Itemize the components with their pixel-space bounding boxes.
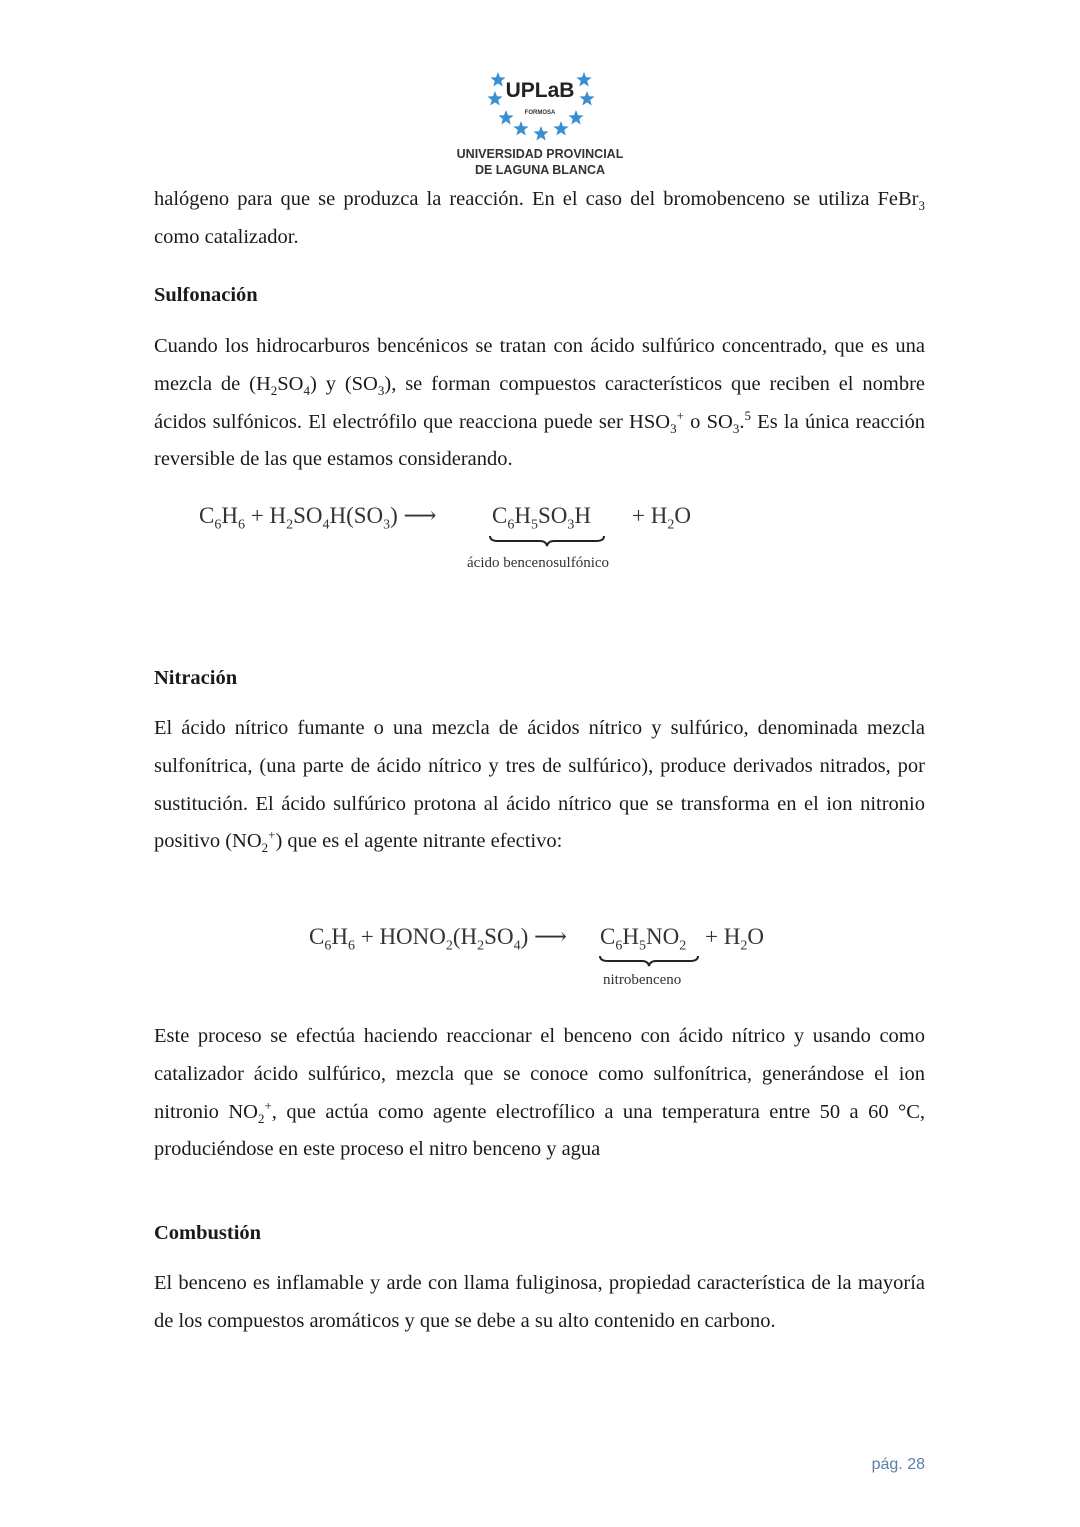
text-run: ), se forman compuestos característicos que reciben el nombre ácidos sulfónicos. El electrófilo que reacciona puede ser HSO bbox=[154, 372, 925, 433]
subscript: 2 bbox=[261, 840, 269, 856]
subscript: 2 bbox=[679, 938, 687, 954]
text-run: ) que es el agente nitrante efectivo: bbox=[275, 830, 563, 853]
star-icon bbox=[568, 110, 583, 125]
text-run: ) ⟶ bbox=[520, 924, 567, 949]
text-run: C bbox=[492, 503, 508, 528]
subscript: 6 bbox=[507, 517, 515, 533]
subscript: 2 bbox=[740, 938, 748, 954]
star-icon bbox=[498, 110, 513, 125]
text-run: ) y (SO bbox=[310, 372, 378, 395]
text-run: (H bbox=[452, 924, 478, 949]
subscript: 6 bbox=[214, 517, 222, 533]
nitracion-paragraph bbox=[154, 710, 925, 861]
star-icon bbox=[553, 121, 568, 136]
text-run: , que actúa como agente electrofílico a una temperatura entre 50 a 60 °C, produciéndose en este proceso el nitro benceno y agua bbox=[154, 1100, 925, 1161]
combustion-paragraph bbox=[154, 1265, 925, 1341]
product-label: ácido bencenosulfónico bbox=[467, 555, 610, 571]
svg-text:UPLaB: UPLaB bbox=[505, 79, 575, 102]
text-run: + H bbox=[705, 924, 741, 949]
text-run: C bbox=[309, 924, 325, 949]
subscript: 3 bbox=[567, 517, 575, 533]
equation-product bbox=[600, 924, 687, 954]
text-run: Este proceso se efectúa haciendo reaccionar el benceno con ácido nítrico y usando como catalizador ácido sulfúrico, mezcla que se conoce como sulfonítrica, generándose el ion nitronio NO bbox=[154, 1025, 925, 1123]
text-run: C bbox=[199, 503, 215, 528]
equation-product bbox=[492, 503, 591, 533]
text-run: Cuando los hidrocarburos bencénicos se tratan con ácido sulfúrico concentrado, que es una mezcla de (H bbox=[154, 335, 925, 395]
subscript: 4 bbox=[322, 517, 330, 533]
subscript: 5 bbox=[530, 517, 538, 533]
text-run: Es la única reacción reversible de las que estamos considerando. bbox=[154, 410, 925, 471]
text-run: C bbox=[600, 924, 616, 949]
subscript: 3 bbox=[732, 420, 740, 436]
subscript: 2 bbox=[270, 382, 278, 398]
text-run: H bbox=[331, 924, 348, 949]
text-run: H bbox=[514, 503, 531, 528]
subscript: 4 bbox=[513, 938, 521, 954]
subscript: 6 bbox=[324, 938, 332, 954]
subscript: 6 bbox=[615, 938, 623, 954]
text-run: El ácido nítrico fumante o una mezcla de ácidos nítrico y sulfúrico, denominada mezcla sulfonítrica, (una parte de ácido nítrico y tres de sulfúrico), produce derivados nitrados, por sustitución. El ácido sulfúrico protona al ácido nítrico que se transforma en el ion nitronio positivo (NO bbox=[154, 717, 925, 853]
star-icon bbox=[579, 91, 594, 106]
equation-reactants bbox=[309, 924, 567, 954]
text-run: halógeno para que se produzca la reacción. En el caso del bromobenceno se utiliza FeBr bbox=[154, 188, 919, 210]
supscript: 5 bbox=[744, 407, 751, 423]
subscript: 3 bbox=[377, 382, 385, 398]
subscript: 2 bbox=[667, 517, 675, 533]
equation-byproduct bbox=[632, 503, 691, 533]
text-run: como catalizador. bbox=[154, 225, 299, 248]
text-run: . bbox=[739, 410, 745, 433]
subscript: 2 bbox=[286, 517, 294, 533]
subscript: 2 bbox=[477, 938, 485, 954]
subscript: 4 bbox=[303, 382, 310, 398]
uplab-logo-icon bbox=[475, 66, 605, 146]
page-number: pág. 28 bbox=[871, 1456, 925, 1473]
text-run: H bbox=[221, 503, 238, 528]
supscript: + bbox=[264, 1097, 272, 1113]
text-run: H bbox=[622, 924, 639, 949]
supscript: + bbox=[676, 407, 684, 423]
text-run: O bbox=[747, 924, 764, 949]
star-icon bbox=[576, 72, 591, 87]
star-icon bbox=[490, 72, 505, 87]
text-run: + H bbox=[244, 503, 287, 528]
subscript: 2 bbox=[257, 1110, 265, 1126]
subscript: 3 bbox=[670, 420, 677, 436]
heading-nitracion: Nitración bbox=[154, 667, 238, 689]
text-run: H(SO bbox=[329, 503, 384, 528]
text-run: + H bbox=[632, 503, 668, 528]
intro-paragraph bbox=[154, 181, 925, 257]
product-label: nitrobenceno bbox=[603, 972, 682, 988]
text-run: El benceno es inflamable y arde con llama fuliginosa, propiedad característica de la mayoría de los compuestos aromáticos y que se debe a su alto contenido en carbono. bbox=[154, 1272, 925, 1332]
text-run: O bbox=[674, 503, 691, 528]
underbrace-icon bbox=[598, 954, 700, 968]
university-name-line2: DE LAGUNA BLANCA bbox=[474, 163, 606, 177]
sulfonacion-paragraph bbox=[154, 328, 925, 479]
text-run: SO bbox=[484, 924, 514, 949]
supscript: + bbox=[268, 827, 276, 843]
text-run: SO bbox=[293, 503, 323, 528]
text-run: + HONO bbox=[354, 924, 446, 949]
star-icon bbox=[513, 121, 528, 136]
text-run: SO bbox=[277, 372, 304, 395]
subscript: 3 bbox=[383, 517, 391, 533]
text-run: NO bbox=[645, 924, 680, 949]
heading-combustion: Combustión bbox=[154, 1222, 262, 1244]
subscript: 3 bbox=[918, 198, 925, 214]
university-name bbox=[455, 146, 625, 178]
text-run: ) ⟶ bbox=[390, 503, 437, 528]
svg-text:FORMOSA: FORMOSA bbox=[524, 110, 556, 116]
text-run: SO bbox=[537, 503, 568, 528]
university-logo bbox=[455, 66, 625, 188]
subscript: 5 bbox=[638, 938, 646, 954]
nitracion-process-paragraph bbox=[154, 1018, 925, 1169]
star-icon bbox=[533, 126, 548, 141]
university-name-line1: UNIVERSIDAD PROVINCIAL bbox=[456, 147, 624, 161]
star-icon bbox=[487, 91, 502, 106]
text-run: o SO bbox=[683, 410, 733, 433]
heading-sulfonacion: Sulfonación bbox=[154, 284, 258, 306]
text-run: H bbox=[574, 503, 591, 528]
subscript: 6 bbox=[237, 517, 245, 533]
subscript: 6 bbox=[347, 938, 355, 954]
equation-reactants bbox=[199, 503, 437, 533]
subscript: 2 bbox=[445, 938, 453, 954]
underbrace-icon bbox=[488, 534, 606, 548]
equation-byproduct bbox=[705, 924, 764, 954]
